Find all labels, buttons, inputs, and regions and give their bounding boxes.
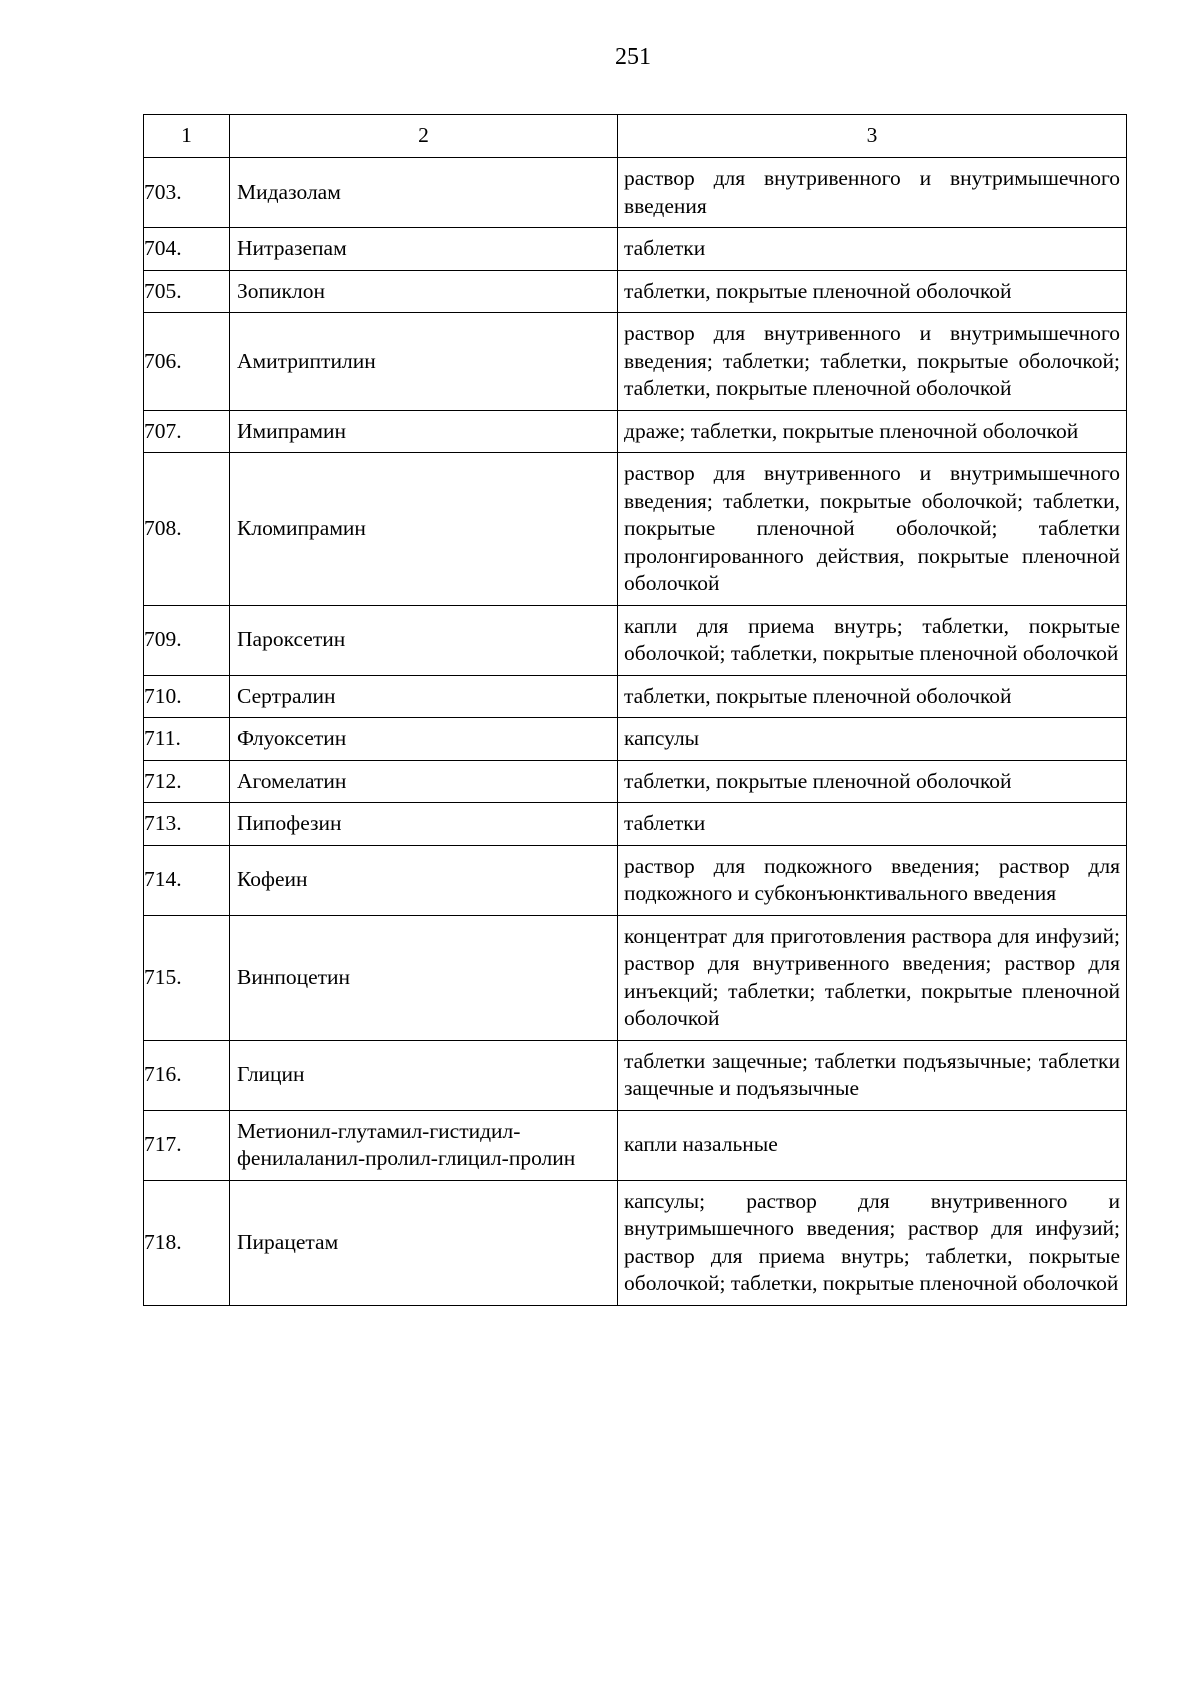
row-number: 707. — [144, 410, 230, 453]
dosage-form: таблетки — [618, 803, 1127, 846]
column-header-3: 3 — [618, 115, 1127, 158]
dosage-form: капсулы — [618, 718, 1127, 761]
dosage-form: раствор для внутривенного и внутримышечного введения — [618, 158, 1127, 228]
row-number: 708. — [144, 453, 230, 606]
drug-name: Метионил-глутамил-гистидил-фенилаланил-пролил-глицил-пролин — [230, 1110, 618, 1180]
table-row — [144, 453, 1127, 606]
row-number: 706. — [144, 313, 230, 411]
table-row — [144, 760, 1127, 803]
dosage-form: раствор для внутривенного и внутримышечного введения; таблетки, покрытые оболочкой; таблетки, покрытые пленочной оболочкой; таблетки пролонгированного действия, покрытые пленочной оболочкой — [618, 453, 1127, 606]
row-number: 709. — [144, 605, 230, 675]
row-number: 713. — [144, 803, 230, 846]
table-row — [144, 675, 1127, 718]
drug-table — [143, 114, 1127, 1306]
row-number: 714. — [144, 845, 230, 915]
table-row — [144, 1040, 1127, 1110]
table-row — [144, 158, 1127, 228]
drug-name: Нитразепам — [230, 228, 618, 271]
dosage-form: таблетки — [618, 228, 1127, 271]
table-row — [144, 270, 1127, 313]
table-body — [144, 158, 1127, 1306]
header-row — [144, 115, 1127, 158]
drug-name: Кломипрамин — [230, 453, 618, 606]
table-row — [144, 915, 1127, 1040]
row-number: 703. — [144, 158, 230, 228]
drug-name: Зопиклон — [230, 270, 618, 313]
drug-name: Кофеин — [230, 845, 618, 915]
drug-name: Винпоцетин — [230, 915, 618, 1040]
dosage-form: раствор для внутривенного и внутримышечного введения; таблетки; таблетки, покрытые оболочкой; таблетки, покрытые пленочной оболочкой — [618, 313, 1127, 411]
row-number: 705. — [144, 270, 230, 313]
table-row — [144, 313, 1127, 411]
row-number: 711. — [144, 718, 230, 761]
drug-name: Имипрамин — [230, 410, 618, 453]
drug-name: Пирацетам — [230, 1180, 618, 1305]
drug-name: Глицин — [230, 1040, 618, 1110]
table-row — [144, 1110, 1127, 1180]
dosage-form: таблетки, покрытые пленочной оболочкой — [618, 270, 1127, 313]
column-header-2: 2 — [230, 115, 618, 158]
row-number: 716. — [144, 1040, 230, 1110]
drug-name: Агомелатин — [230, 760, 618, 803]
dosage-form: раствор для подкожного введения; раствор для подкожного и субконъюнктивального введения — [618, 845, 1127, 915]
drug-name: Пароксетин — [230, 605, 618, 675]
dosage-form: таблетки, покрытые пленочной оболочкой — [618, 675, 1127, 718]
drug-name: Мидазолам — [230, 158, 618, 228]
table-row — [144, 1180, 1127, 1305]
table-row — [144, 718, 1127, 761]
row-number: 718. — [144, 1180, 230, 1305]
row-number: 717. — [144, 1110, 230, 1180]
drug-name: Флуоксетин — [230, 718, 618, 761]
table-row — [144, 228, 1127, 271]
row-number: 712. — [144, 760, 230, 803]
dosage-form: драже; таблетки, покрытые пленочной оболочкой — [618, 410, 1127, 453]
row-number: 704. — [144, 228, 230, 271]
dosage-form: капсулы; раствор для внутривенного и внутримышечного введения; раствор для инфузий; раствор для приема внутрь; таблетки, покрытые оболочкой; таблетки, покрытые пленочной оболочкой — [618, 1180, 1127, 1305]
drug-name: Сертралин — [230, 675, 618, 718]
dosage-form: капли для приема внутрь; таблетки, покрытые оболочкой; таблетки, покрытые пленочной оболочкой — [618, 605, 1127, 675]
column-header-1: 1 — [144, 115, 230, 158]
row-number: 710. — [144, 675, 230, 718]
page-number: 251 — [615, 44, 651, 70]
table-row — [144, 410, 1127, 453]
drug-name: Амитриптилин — [230, 313, 618, 411]
drug-name: Пипофезин — [230, 803, 618, 846]
dosage-form: капли назальные — [618, 1110, 1127, 1180]
table-row — [144, 605, 1127, 675]
dosage-form: таблетки, покрытые пленочной оболочкой — [618, 760, 1127, 803]
row-number: 715. — [144, 915, 230, 1040]
dosage-form: таблетки защечные; таблетки подъязычные; таблетки защечные и подъязычные — [618, 1040, 1127, 1110]
dosage-form: концентрат для приготовления раствора для инфузий; раствор для внутривенного введения; раствор для инъекций; таблетки; таблетки, покрытые пленочной оболочкой — [618, 915, 1127, 1040]
table-row — [144, 803, 1127, 846]
table-row — [144, 845, 1127, 915]
